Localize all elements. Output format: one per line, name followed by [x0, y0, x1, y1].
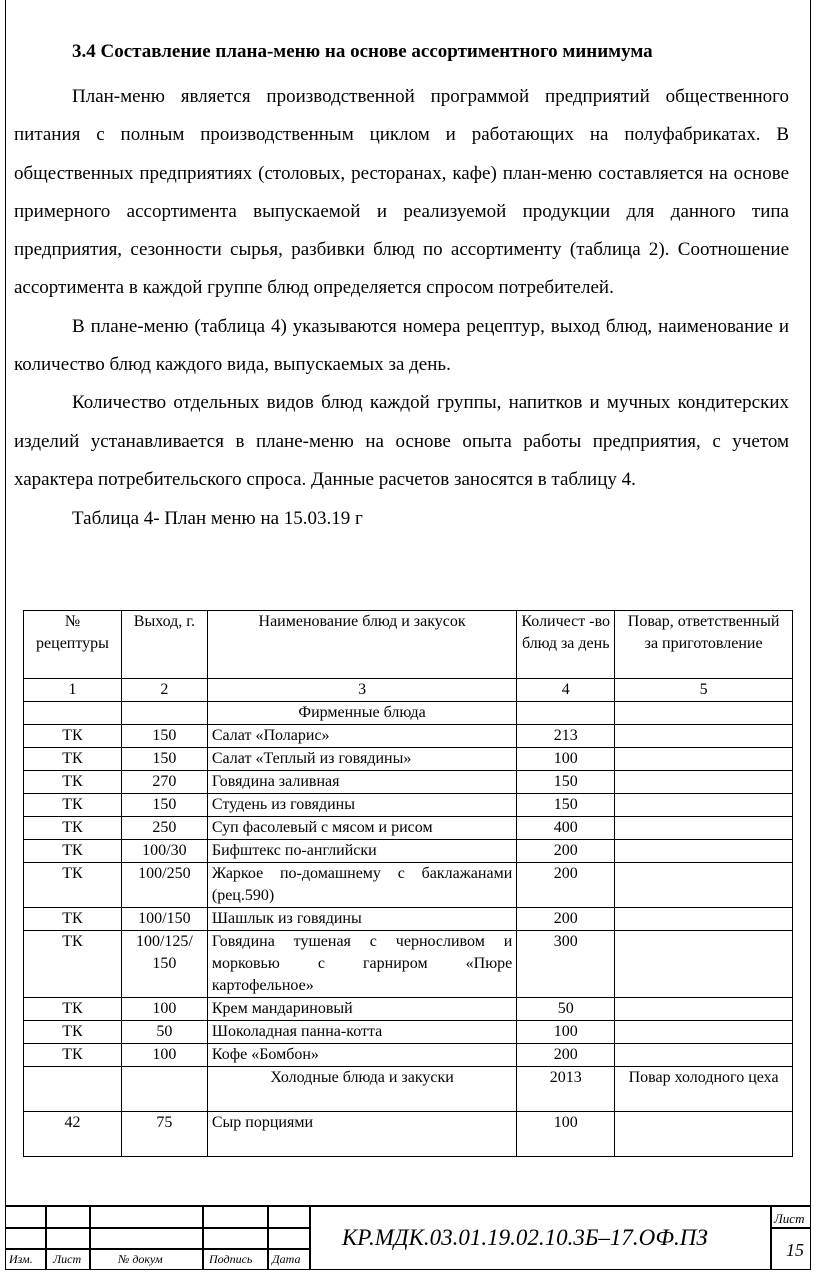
sheet-label: Лист — [774, 1211, 805, 1226]
qty-cell: 300 — [517, 931, 615, 998]
header-cook: Повар, ответственный за приготовление — [615, 611, 793, 679]
yield-cell: 100 — [121, 1044, 207, 1067]
section-row — [24, 702, 793, 725]
qty-cell: 50 — [517, 998, 615, 1021]
dish-name-cell: Бифштекс по-английски — [207, 840, 516, 863]
yield-cell: 100/125/ 150 — [121, 931, 207, 998]
cook-cell — [615, 998, 793, 1021]
qty-cell: 100 — [517, 748, 615, 771]
menu-plan-table — [23, 610, 793, 1157]
recipe-cell: ТК — [24, 840, 122, 863]
cook-cell — [615, 725, 793, 748]
column-number-row — [24, 679, 793, 702]
header-name: Наименование блюд и закусок — [207, 611, 516, 679]
table-row — [24, 1044, 793, 1067]
stamp-label-date: Дата — [272, 1252, 301, 1266]
column-number: 2 — [121, 679, 207, 702]
recipe-cell: ТК — [24, 771, 122, 794]
cook-cell — [615, 794, 793, 817]
stamp-label-sheet: Лист — [53, 1252, 82, 1266]
stamp-line — [5, 1227, 309, 1229]
section-row — [24, 1067, 793, 1112]
recipe-cell: ТК — [24, 794, 122, 817]
yield-cell: 150 — [121, 748, 207, 771]
column-number: 4 — [517, 679, 615, 702]
recipe-cell: ТК — [24, 931, 122, 998]
table-header-row — [24, 611, 793, 679]
yield-cell: 100/250 — [121, 863, 207, 908]
cook-cell — [615, 863, 793, 908]
stamp-label-signature: Подпись — [209, 1252, 253, 1266]
stamp-label-change: Изм. — [9, 1252, 33, 1266]
column-number: 3 — [207, 679, 516, 702]
cook-cell — [615, 771, 793, 794]
qty-cell: 100 — [517, 1112, 615, 1157]
section-cook: Повар холодного цеха — [615, 1067, 793, 1112]
cook-cell — [615, 908, 793, 931]
dish-name-cell: Студень из говядины — [207, 794, 516, 817]
qty-cell: 200 — [517, 908, 615, 931]
dish-name-cell: Жаркое по-домашнему с баклажанами (рец.590) — [207, 863, 516, 908]
table-row — [24, 725, 793, 748]
header-yield: Выход, г. — [121, 611, 207, 679]
header-qty: Количест -во блюд за день — [517, 611, 615, 679]
table-row — [24, 771, 793, 794]
dish-name-cell: Говядина тушеная с черносливом и морковью с гарниром «Пюре картофельное» — [207, 931, 516, 998]
table-row — [24, 863, 793, 908]
yield-cell: 50 — [121, 1021, 207, 1044]
yield-cell: 100/150 — [121, 908, 207, 931]
dish-name-cell: Сыр порциями — [207, 1112, 516, 1157]
table-caption: Таблица 4- План меню на 15.03.19 г — [72, 508, 363, 530]
recipe-cell: ТК — [24, 908, 122, 931]
header-recipe: № рецептуры — [24, 611, 122, 679]
yield-cell: 150 — [121, 794, 207, 817]
dish-name-cell: Салат «Поларис» — [207, 725, 516, 748]
stamp-line — [267, 1205, 269, 1270]
stamp-line — [770, 1205, 772, 1270]
qty-cell: 400 — [517, 817, 615, 840]
stamp-line — [5, 1248, 309, 1250]
yield-cell: 100/30 — [121, 840, 207, 863]
yield-cell: 270 — [121, 771, 207, 794]
table-row — [24, 817, 793, 840]
cook-cell — [615, 1021, 793, 1044]
recipe-cell: ТК — [24, 817, 122, 840]
dish-name-cell: Салат «Теплый из говядины» — [207, 748, 516, 771]
dish-name-cell: Крем мандариновый — [207, 998, 516, 1021]
recipe-cell: 42 — [24, 1112, 122, 1157]
recipe-cell: ТК — [24, 725, 122, 748]
column-number: 1 — [24, 679, 122, 702]
yield-cell: 150 — [121, 725, 207, 748]
cook-cell — [615, 1112, 793, 1157]
stamp-border — [5, 1205, 811, 1207]
dish-name-cell: Суп фасолевый с мясом и рисом — [207, 817, 516, 840]
dish-name-cell: Кофе «Бомбон» — [207, 1044, 516, 1067]
recipe-cell: ТК — [24, 863, 122, 908]
column-number: 5 — [615, 679, 793, 702]
table-row — [24, 794, 793, 817]
document-code: КР.МДК.03.01.19.02.10.3Б–17.ОФ.ПЗ — [342, 1225, 708, 1250]
cook-cell — [615, 840, 793, 863]
cook-cell — [615, 817, 793, 840]
table-row — [24, 998, 793, 1021]
table-row — [24, 1112, 793, 1157]
qty-cell: 200 — [517, 840, 615, 863]
yield-cell: 250 — [121, 817, 207, 840]
table-row — [24, 1021, 793, 1044]
section-title: Фирменные блюда — [207, 702, 516, 725]
section-heading: 3.4 Составление плана-меню на основе ассортиментного минимума — [72, 41, 653, 62]
qty-cell: 200 — [517, 863, 615, 908]
stamp-line — [89, 1205, 91, 1270]
yield-cell: 75 — [121, 1112, 207, 1157]
cook-cell — [615, 931, 793, 998]
recipe-cell: ТК — [24, 1021, 122, 1044]
dish-name-cell: Шоколадная панна-котта — [207, 1021, 516, 1044]
dish-name-cell: Говядина заливная — [207, 771, 516, 794]
paragraph-2: В плане-меню (таблица 4) указываются номера рецептур, выход блюд, наименование и количество блюд каждого вида, выпускаемых за день. — [14, 315, 789, 376]
dish-name-cell: Шашлык из говядины — [207, 908, 516, 931]
section-qty: 2013 — [517, 1067, 615, 1112]
stamp-label-doc: № докум — [118, 1252, 163, 1266]
table-row — [24, 931, 793, 998]
yield-cell: 100 — [121, 998, 207, 1021]
qty-cell: 213 — [517, 725, 615, 748]
qty-cell: 150 — [517, 794, 615, 817]
recipe-cell: ТК — [24, 998, 122, 1021]
qty-cell: 200 — [517, 1044, 615, 1067]
table-row — [24, 840, 793, 863]
stamp-line — [309, 1205, 311, 1270]
qty-cell: 100 — [517, 1021, 615, 1044]
paragraph-1: План-меню является производственной программой предприятий общественного питания с полным производственным циклом и работающих на полуфабрикатах. В общественных предприятиях (столовых, ресторанах, кафе) план-меню составляется на основе примерного ассортимента выпускаемой и реализуемой продукции для данного типа предприятия, сезонности сырья, разбивки блюд по ассортименту (таблица 2). Соотношение ассортимента в каждой группе блюд определяется спросом потребителей. — [14, 86, 789, 299]
table-row — [24, 908, 793, 931]
document-body — [14, 40, 789, 535]
recipe-cell: ТК — [24, 748, 122, 771]
stamp-line — [202, 1205, 204, 1270]
stamp-line — [770, 1227, 811, 1229]
cook-cell — [615, 748, 793, 771]
qty-cell: 150 — [517, 771, 615, 794]
table-row — [24, 748, 793, 771]
stamp-line — [45, 1205, 47, 1270]
recipe-cell: ТК — [24, 1044, 122, 1067]
cook-cell — [615, 1044, 793, 1067]
section-title: Холодные блюда и закуски — [207, 1067, 516, 1112]
sheet-number: 15 — [786, 1240, 804, 1260]
paragraph-3: Количество отдельных видов блюд каждой группы, напитков и мучных кондитерских изделий устанавливается в плане-меню на основе опыта работы предприятия, с учетом характера потребительского спроса. Данные расчетов заносятся в таблицу 4. — [14, 392, 789, 490]
